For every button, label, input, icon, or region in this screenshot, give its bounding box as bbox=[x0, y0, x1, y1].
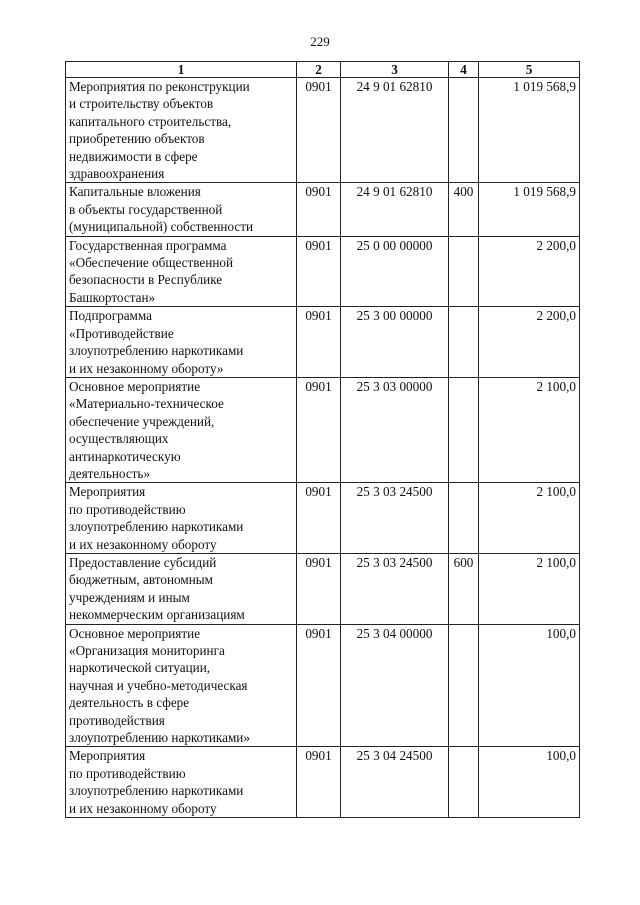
header-row bbox=[66, 62, 580, 78]
expense-type-cell bbox=[449, 483, 479, 554]
expense-type-cell bbox=[449, 307, 479, 378]
row-name-cell bbox=[66, 183, 297, 236]
column-header-1: 1 bbox=[66, 62, 297, 78]
row-name-cell bbox=[66, 78, 297, 183]
row-name-line: «Материально-техническое bbox=[69, 396, 224, 412]
table-row bbox=[66, 307, 580, 378]
column-header-3: 3 bbox=[341, 62, 449, 78]
row-name-line: Подпрограмма bbox=[69, 308, 153, 324]
row-name-line: Башкортостан» bbox=[69, 289, 156, 305]
row-name-line: Основное мероприятие bbox=[69, 378, 201, 394]
amount-cell: 1 019 568,9 bbox=[479, 78, 580, 183]
row-name-cell bbox=[66, 553, 297, 624]
section-cell: 0901 bbox=[297, 78, 341, 183]
row-name-line: по противодействию bbox=[69, 501, 186, 517]
row-name-line: некоммерческим организациям bbox=[69, 607, 245, 623]
expense-type-cell: 400 bbox=[449, 183, 479, 236]
row-name-line: здравоохранения bbox=[69, 166, 165, 182]
row-name-line: бюджетным, автономным bbox=[69, 572, 213, 588]
amount-cell: 100,0 bbox=[479, 747, 580, 818]
expense-type-cell bbox=[449, 236, 479, 307]
table-row bbox=[66, 236, 580, 307]
target-code-cell: 25 3 03 24500 bbox=[341, 553, 449, 624]
section-cell: 0901 bbox=[297, 377, 341, 482]
table-body bbox=[66, 78, 580, 818]
expense-type-cell bbox=[449, 78, 479, 183]
target-code-cell: 25 0 00 00000 bbox=[341, 236, 449, 307]
row-name-line: «Организация мониторинга bbox=[69, 643, 225, 658]
page-number: 229 bbox=[310, 34, 330, 49]
row-name-cell bbox=[66, 307, 297, 378]
target-code-cell: 25 3 03 00000 bbox=[341, 377, 449, 482]
target-code-cell: 24 9 01 62810 bbox=[341, 78, 449, 183]
target-code-cell: 24 9 01 62810 bbox=[341, 183, 449, 236]
row-name-line: Капитальные вложения bbox=[69, 184, 201, 200]
table-row bbox=[66, 183, 580, 236]
row-name-line: учреждениям и иным bbox=[69, 589, 190, 605]
expense-type-cell bbox=[449, 377, 479, 482]
row-name-line: приобретению объектов bbox=[69, 131, 205, 147]
row-name-line: Государственная программа bbox=[69, 237, 227, 253]
row-name-line: и их незаконному обороту» bbox=[69, 360, 224, 376]
expense-type-cell: 600 bbox=[449, 553, 479, 624]
row-name-line: и их незаконному обороту bbox=[69, 800, 217, 816]
amount-cell: 2 100,0 bbox=[479, 553, 580, 624]
table-row bbox=[66, 747, 580, 818]
target-code-cell: 25 3 04 24500 bbox=[341, 747, 449, 818]
row-name-line: по противодействию bbox=[69, 765, 186, 781]
table-row bbox=[66, 624, 580, 747]
row-name-line: злоупотреблению наркотиками bbox=[69, 783, 244, 799]
row-name-line: в объекты государственной bbox=[69, 201, 223, 217]
row-name-line: «Обеспечение общественной bbox=[69, 255, 234, 271]
row-name-line: Мероприятия по реконструкции bbox=[69, 79, 250, 94]
row-name-cell bbox=[66, 377, 297, 482]
amount-cell: 2 200,0 bbox=[479, 307, 580, 378]
row-name-line: осуществляющих bbox=[69, 431, 169, 447]
row-name-line: и строительству объектов bbox=[69, 96, 214, 112]
table-row bbox=[66, 483, 580, 554]
row-name-cell bbox=[66, 236, 297, 307]
row-name-line: Предоставление субсидий bbox=[69, 554, 217, 570]
section-cell: 0901 bbox=[297, 553, 341, 624]
amount-cell: 1 019 568,9 bbox=[479, 183, 580, 236]
section-cell: 0901 bbox=[297, 483, 341, 554]
row-name-line: деятельность в сфере bbox=[69, 695, 190, 711]
table-row bbox=[66, 78, 580, 183]
row-name-line: (муниципальной) собственности bbox=[69, 219, 254, 235]
row-name-line: злоупотреблению наркотиками» bbox=[69, 730, 250, 746]
section-cell: 0901 bbox=[297, 624, 341, 747]
section-cell: 0901 bbox=[297, 747, 341, 818]
amount-cell: 2 200,0 bbox=[479, 236, 580, 307]
column-header-5: 5 bbox=[479, 62, 580, 78]
amount-cell: 2 100,0 bbox=[479, 377, 580, 482]
row-name-line: «Противодействие bbox=[69, 325, 174, 341]
table-header bbox=[66, 62, 580, 78]
expense-type-cell bbox=[449, 747, 479, 818]
target-code-cell: 25 3 04 00000 bbox=[341, 624, 449, 747]
table-row bbox=[66, 553, 580, 624]
amount-cell: 2 100,0 bbox=[479, 483, 580, 554]
section-cell: 0901 bbox=[297, 236, 341, 307]
row-name-line: злоупотреблению наркотиками bbox=[69, 519, 244, 535]
section-cell: 0901 bbox=[297, 183, 341, 236]
target-code-cell: 25 3 00 00000 bbox=[341, 307, 449, 378]
row-name-line: противодействия bbox=[69, 712, 165, 728]
amount-cell: 100,0 bbox=[479, 624, 580, 747]
section-cell: 0901 bbox=[297, 307, 341, 378]
target-code-cell: 25 3 03 24500 bbox=[341, 483, 449, 554]
row-name-line: безопасности в Республике bbox=[69, 272, 223, 288]
column-header-4: 4 bbox=[449, 62, 479, 78]
row-name-line: деятельность» bbox=[69, 465, 151, 481]
row-name-line: недвижимости в сфере bbox=[69, 148, 198, 164]
column-header-2: 2 bbox=[297, 62, 341, 78]
row-name-line: капитального строительства, bbox=[69, 113, 232, 129]
row-name-line: научная и учебно-методическая bbox=[69, 677, 248, 693]
row-name-cell bbox=[66, 624, 297, 747]
row-name-cell bbox=[66, 483, 297, 554]
row-name-line: наркотической ситуации, bbox=[69, 660, 211, 676]
row-name-line: антинаркотическую bbox=[69, 448, 181, 464]
expense-type-cell bbox=[449, 624, 479, 747]
table-row bbox=[66, 377, 580, 482]
row-name-line: Основное мероприятие bbox=[69, 625, 201, 641]
row-name-cell bbox=[66, 747, 297, 818]
row-name-line: и их незаконному обороту bbox=[69, 536, 217, 552]
budget-table bbox=[65, 61, 580, 818]
row-name-line: Мероприятия bbox=[69, 484, 146, 500]
row-name-line: Мероприятия bbox=[69, 748, 146, 764]
row-name-line: злоупотреблению наркотиками bbox=[69, 343, 244, 359]
row-name-line: обеспечение учреждений, bbox=[69, 413, 215, 429]
